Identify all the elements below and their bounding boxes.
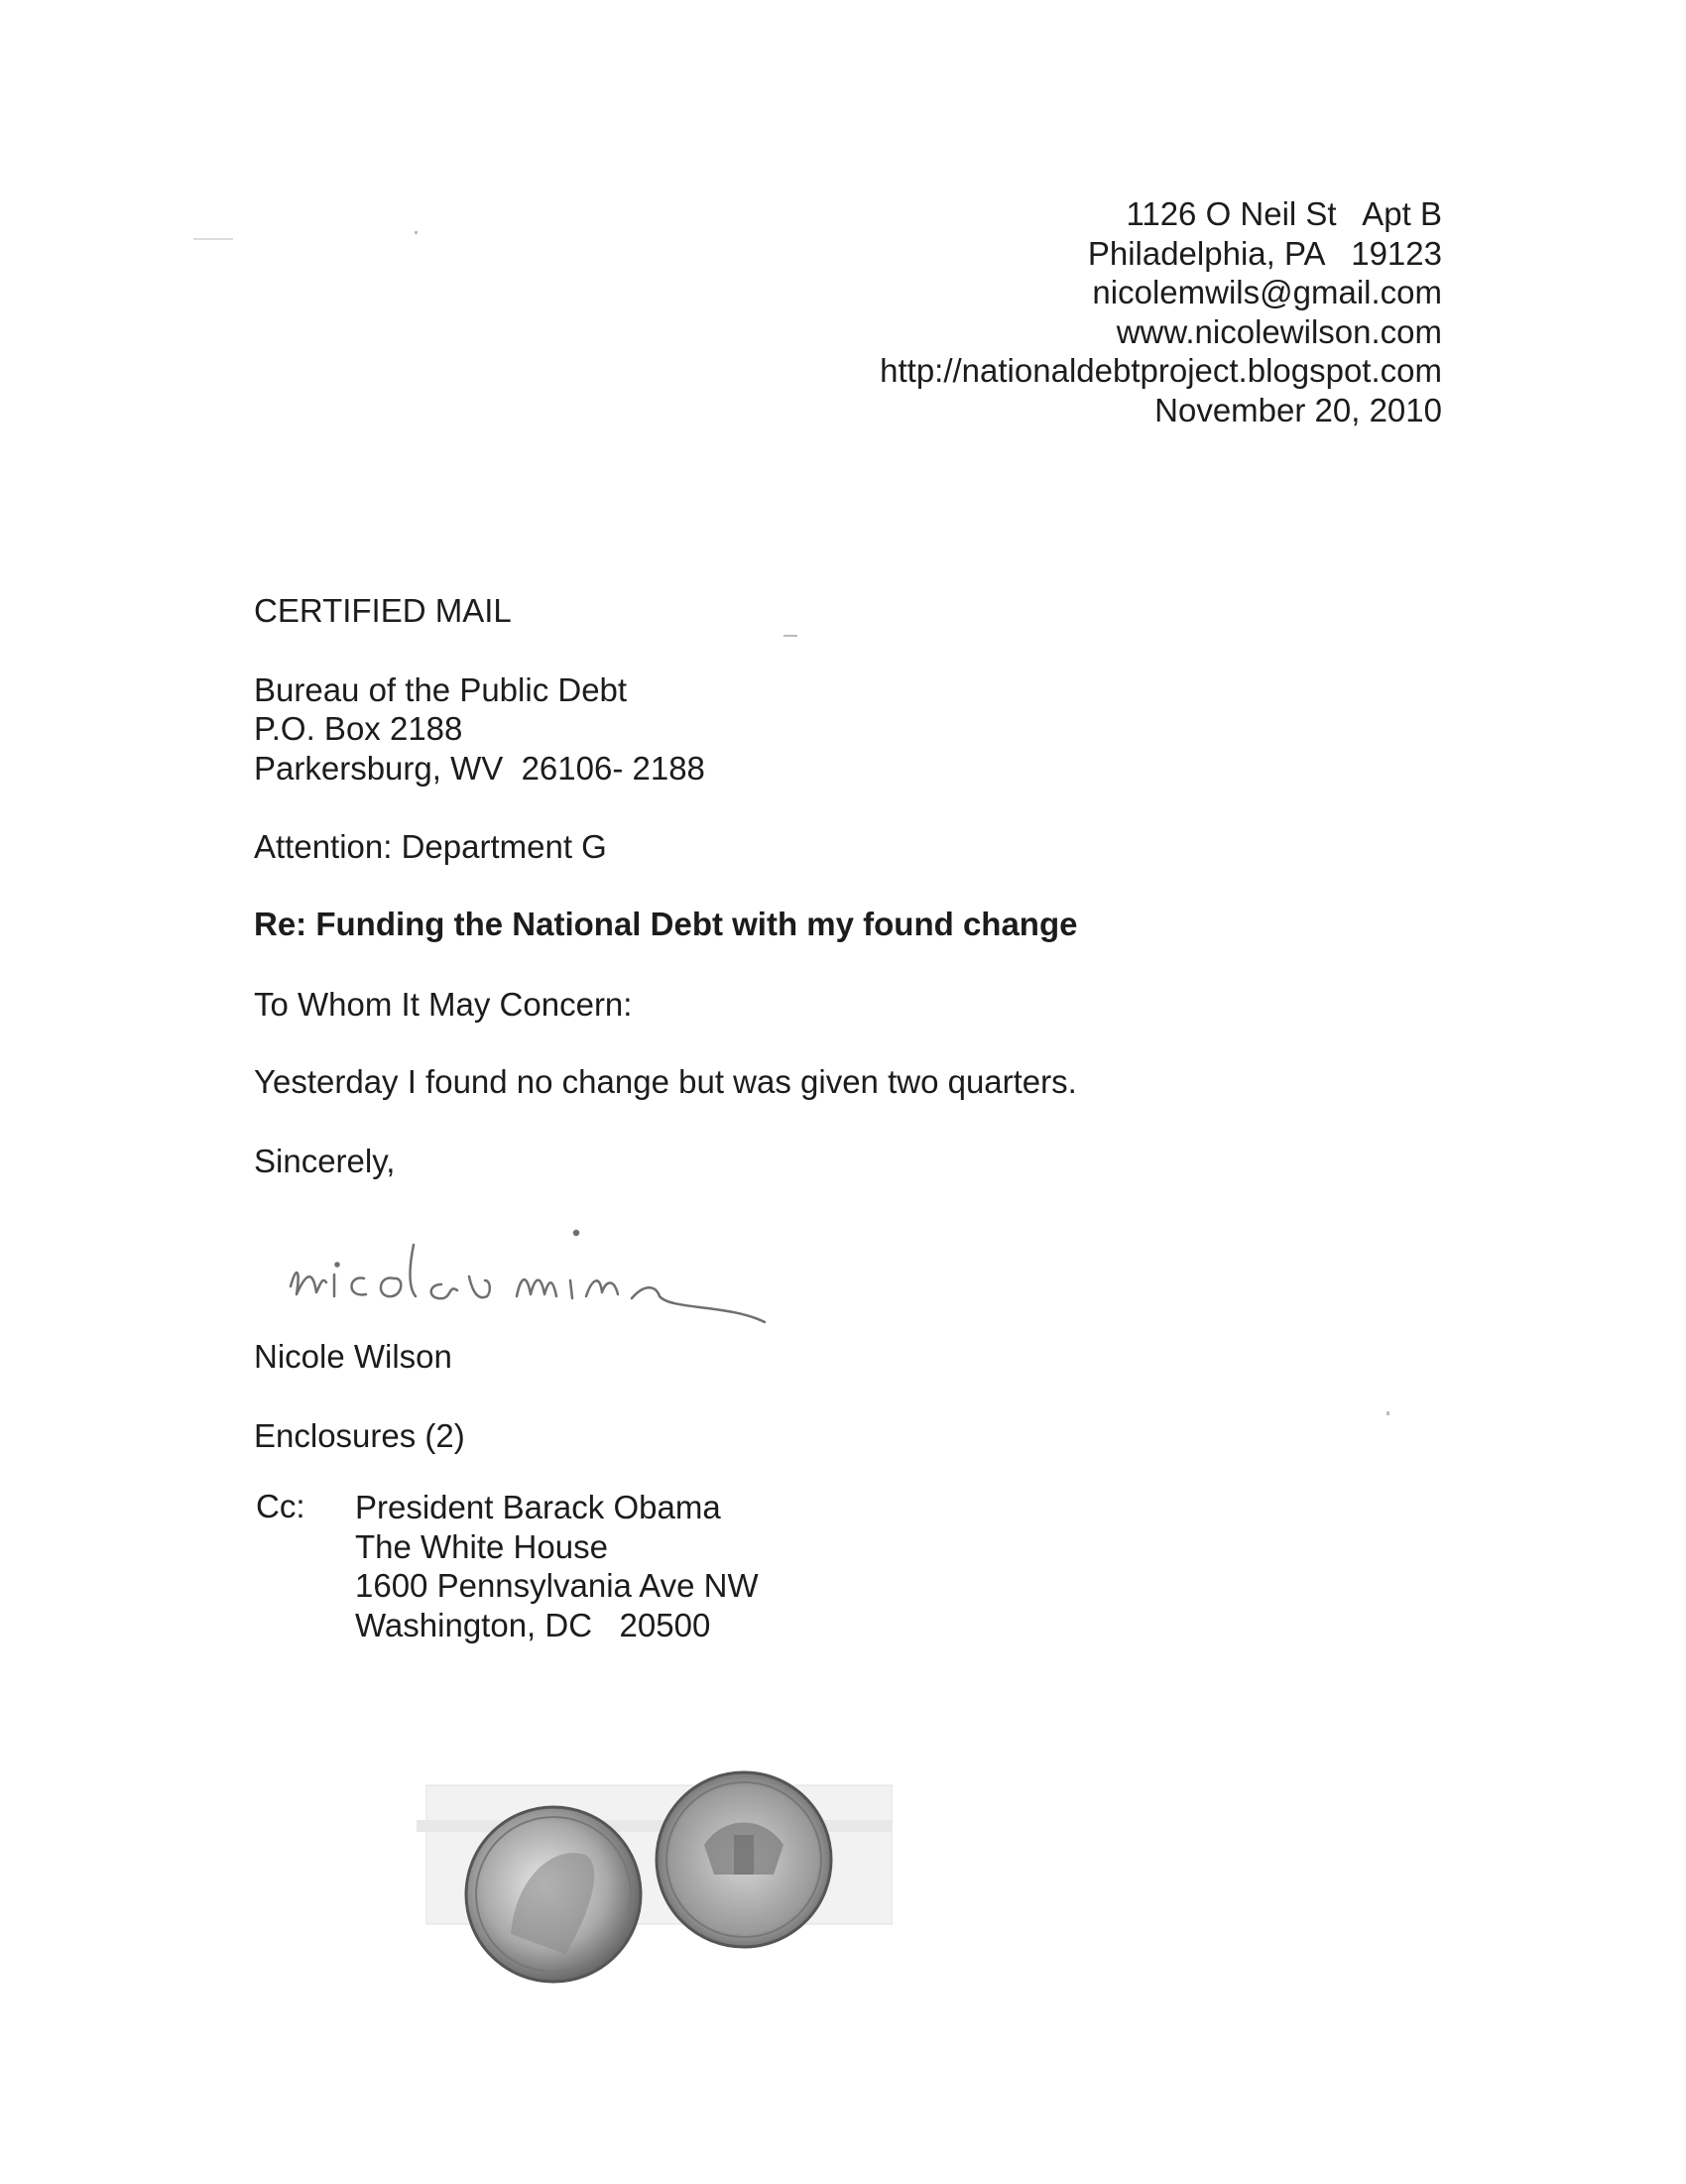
enclosures: Enclosures (2)	[254, 1417, 465, 1454]
recipient-name: Bureau of the Public Debt	[254, 671, 628, 708]
attention-line: Attention: Department G	[254, 828, 607, 865]
letter-date: November 20, 2010	[1154, 391, 1442, 428]
salutation: To Whom It May Concern:	[254, 986, 633, 1023]
closing: Sincerely,	[254, 1143, 396, 1179]
sender-city: Philadelphia, PA 19123	[1087, 234, 1442, 272]
sender-email: nicolemwils@gmail.com	[1092, 274, 1442, 310]
letter-body: Yesterday I found no change but was given two quarters.	[254, 1063, 1077, 1100]
scan-mark	[415, 231, 418, 234]
cc-line: The White House	[355, 1527, 608, 1565]
cc-label: Cc:	[256, 1488, 305, 1524]
signer-name: Nicole Wilson	[254, 1338, 452, 1375]
cc-line: President Barack Obama	[355, 1489, 721, 1525]
scan-mark	[1386, 1411, 1389, 1415]
scan-mark	[193, 238, 233, 240]
sender-blog: http://nationaldebtproject.blogspot.com	[880, 352, 1442, 389]
recipient-city: Parkersburg, WV 26106- 2188	[254, 750, 705, 787]
cc-line: Washington, DC 20500	[355, 1606, 711, 1643]
sender-street: 1126 O Neil St Apt B	[1126, 195, 1442, 232]
mail-type: CERTIFIED MAIL	[254, 592, 512, 629]
sender-website: www.nicolewilson.com	[1116, 312, 1442, 350]
scan-mark	[783, 635, 797, 637]
signature-image	[283, 1225, 779, 1334]
cc-recipient-block	[355, 1488, 759, 1644]
subject-line: Re: Funding the National Debt with my found change	[254, 906, 1078, 942]
sender-address-block	[880, 194, 1442, 429]
taped-quarters-image	[417, 1726, 893, 2023]
cc-line: 1600 Pennsylvania Ave NW	[355, 1567, 759, 1604]
recipient-po-box: P.O. Box 2188	[254, 710, 463, 747]
